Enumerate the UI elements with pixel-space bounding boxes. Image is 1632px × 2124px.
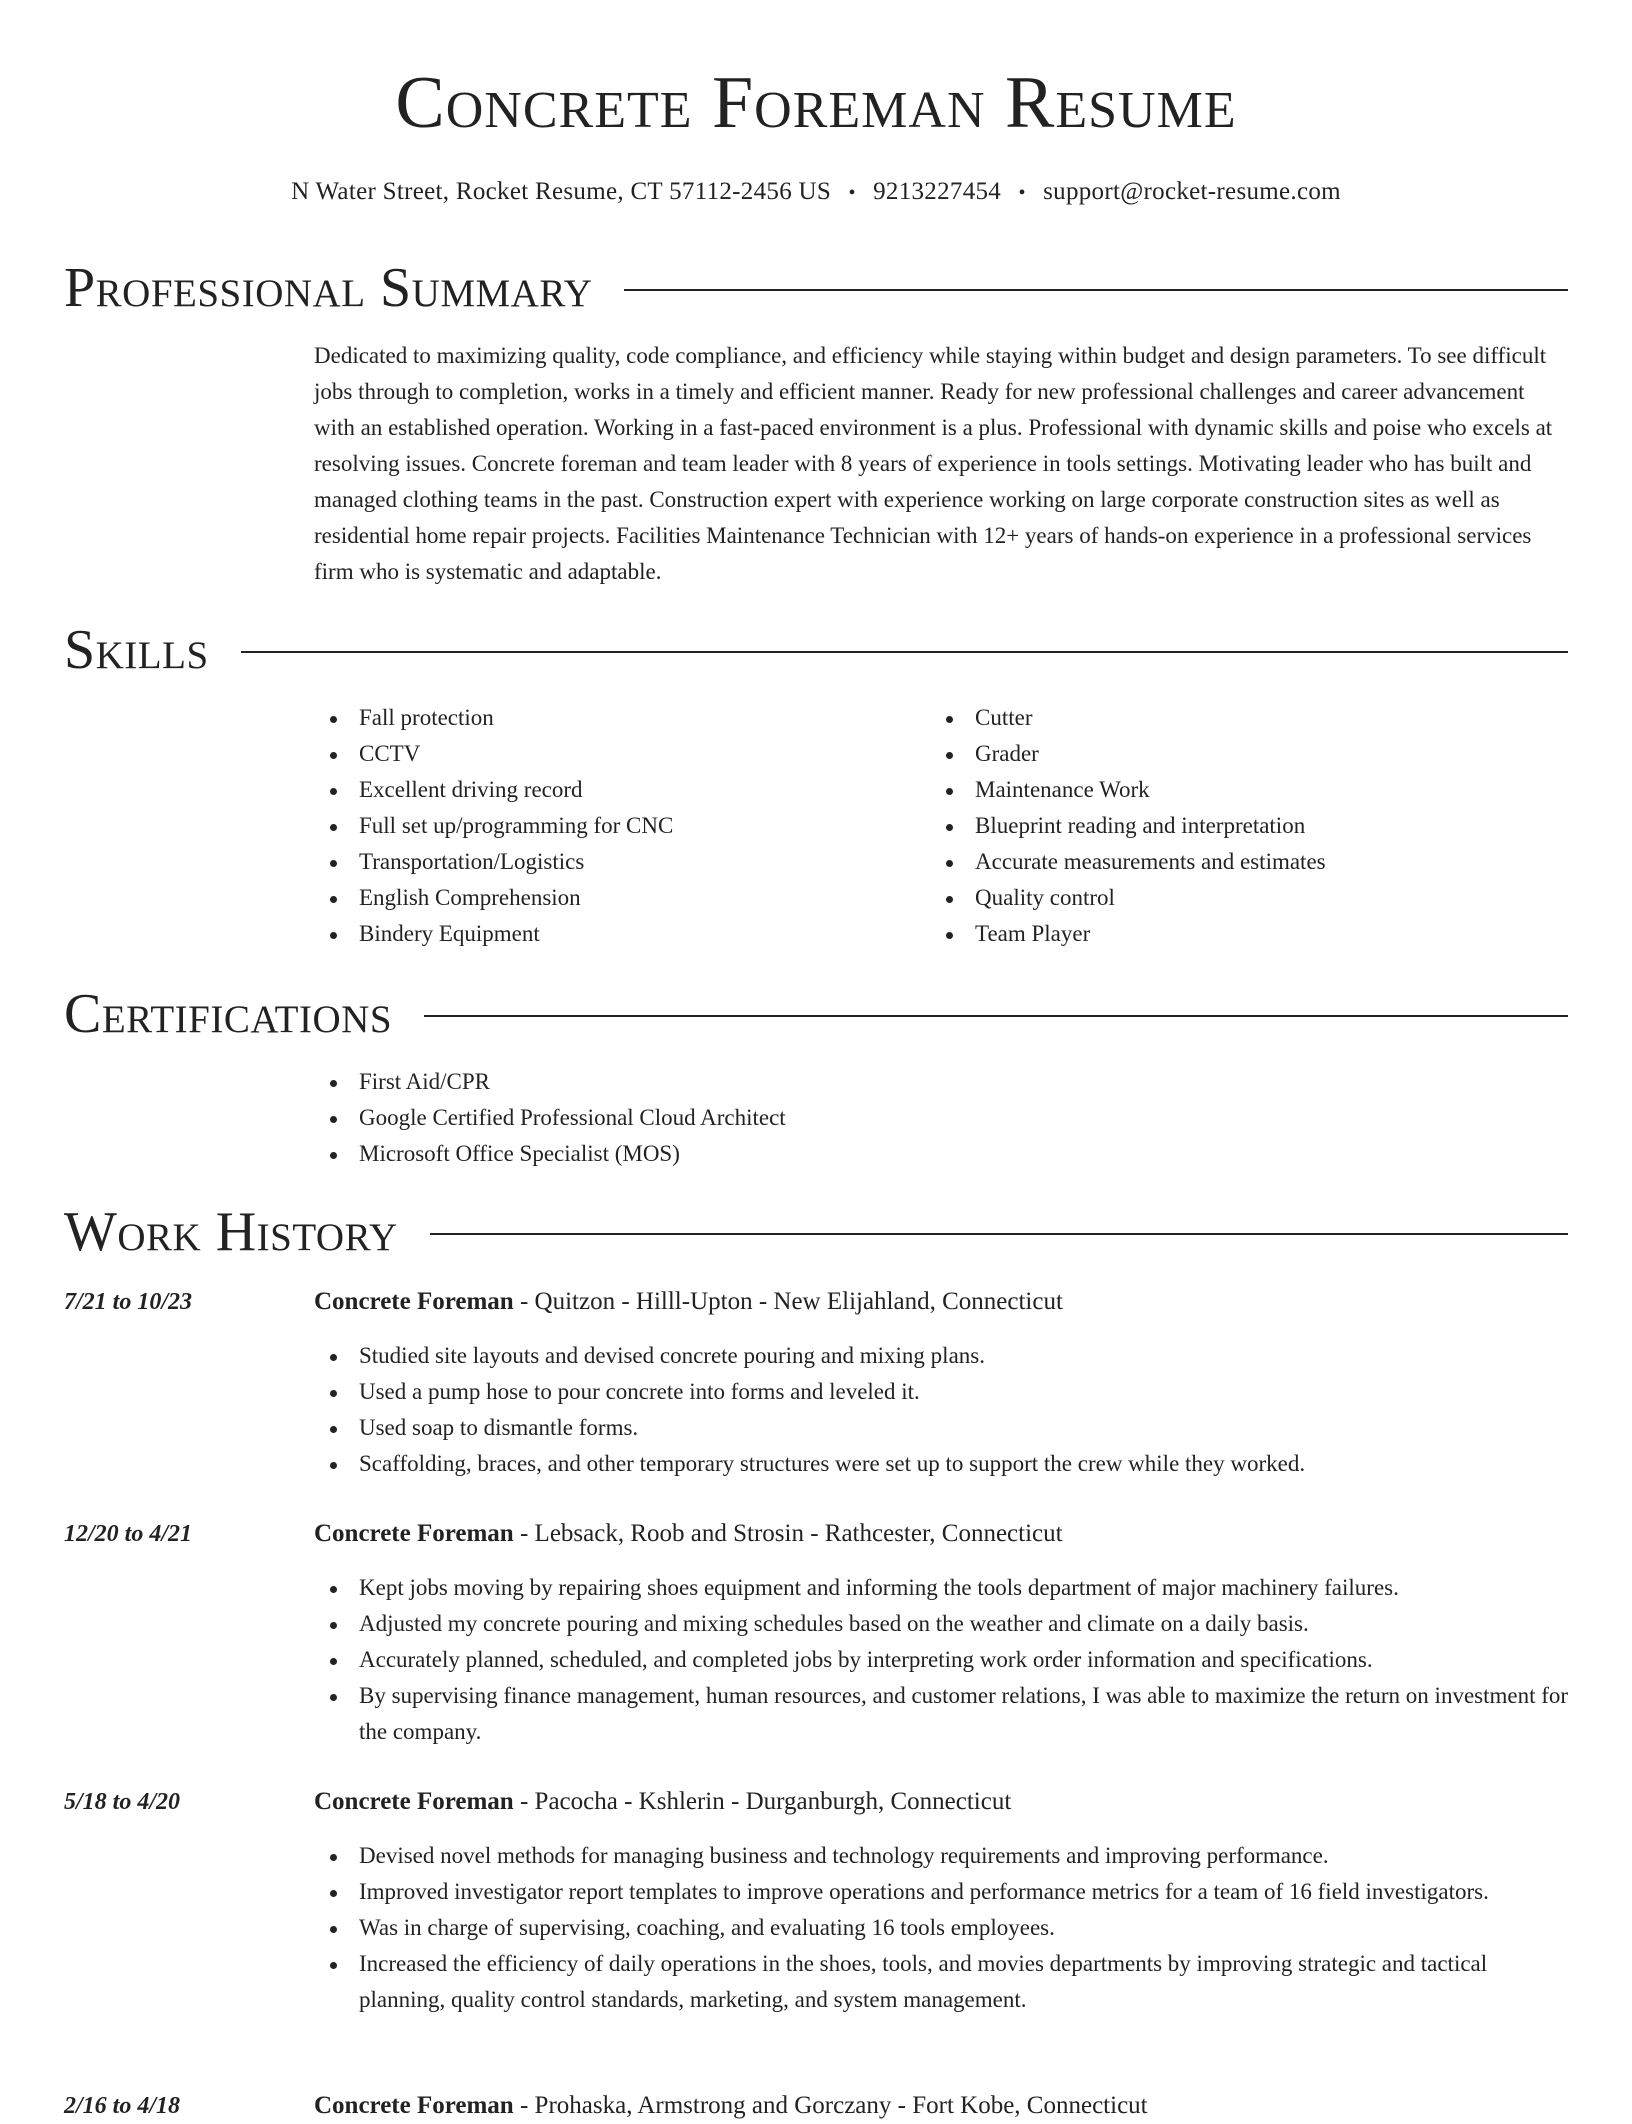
section-divider bbox=[430, 1233, 1568, 1235]
certification-item: First Aid/CPR bbox=[314, 1064, 1564, 1100]
job-employer: - Pacocha - Kshlerin - Durganburgh, Connecticut bbox=[513, 1788, 1012, 1815]
skills-section-header bbox=[64, 620, 1568, 680]
job-employer: - Quitzon - Hilll-Upton - New Elijahland, Connecticut bbox=[513, 1288, 1063, 1315]
job-dates: 7/21 to 10/23 bbox=[64, 1289, 193, 1315]
section-heading-skills: Skills bbox=[64, 619, 209, 681]
certifications-section-header bbox=[64, 984, 1568, 1044]
skill-item: Cutter bbox=[930, 700, 1550, 736]
job-bullet: Improved investigator report templates to improve operations and performance metrics for a team of 16 field investigators. bbox=[314, 1874, 1570, 1910]
skill-item: Maintenance Work bbox=[930, 772, 1550, 808]
section-heading-work: Work History bbox=[64, 1201, 398, 1263]
skill-item: Grader bbox=[930, 736, 1550, 772]
job-title: Concrete Foreman bbox=[314, 1788, 514, 1815]
job-employer: - Prohaska, Armstrong and Gorczany - Fort Kobe, Connecticut bbox=[513, 2092, 1148, 2119]
job-header bbox=[314, 1516, 1570, 1552]
job-bullet: Studied site layouts and devised concrete pouring and mixing plans. bbox=[314, 1338, 1570, 1374]
job-bullets bbox=[314, 1570, 1570, 1750]
job-bullet: Was in charge of supervising, coaching, and evaluating 16 tools employees. bbox=[314, 1910, 1570, 1946]
summary-section-header bbox=[64, 258, 1568, 318]
skills-list-left bbox=[314, 700, 914, 952]
job-employer: - Lebsack, Roob and Strosin - Rathcester, Connecticut bbox=[513, 1520, 1063, 1547]
job-header bbox=[314, 2088, 1570, 2124]
work-section-header bbox=[64, 1202, 1568, 1262]
job-title: Concrete Foreman bbox=[314, 1520, 514, 1547]
certification-item: Microsoft Office Specialist (MOS) bbox=[314, 1136, 1564, 1172]
section-heading-certifications: Certifications bbox=[64, 983, 393, 1045]
skill-item: English Comprehension bbox=[314, 880, 914, 916]
job-bullets bbox=[314, 1338, 1570, 1482]
section-heading-summary: Professional Summary bbox=[64, 257, 593, 319]
job-bullet: Accurately planned, scheduled, and completed jobs by interpreting work order information and specifications. bbox=[314, 1642, 1570, 1678]
job-bullets bbox=[314, 1838, 1570, 2018]
skill-item: Excellent driving record bbox=[314, 772, 914, 808]
skills-list-right bbox=[930, 700, 1550, 952]
job-bullet: Kept jobs moving by repairing shoes equipment and informing the tools department of major machinery failures. bbox=[314, 1570, 1570, 1606]
job-bullet: Devised novel methods for managing business and technology requirements and improving performance. bbox=[314, 1838, 1570, 1874]
section-divider bbox=[624, 289, 1568, 291]
skill-item: CCTV bbox=[314, 736, 914, 772]
job-dates: 5/18 to 4/20 bbox=[64, 1789, 181, 1815]
job-dates: 2/16 to 4/18 bbox=[64, 2093, 181, 2119]
skill-item: Fall protection bbox=[314, 700, 914, 736]
skill-item: Quality control bbox=[930, 880, 1550, 916]
contact-phone: 9213227454 bbox=[873, 178, 1002, 205]
skill-item: Blueprint reading and interpretation bbox=[930, 808, 1550, 844]
contact-email: support@rocket-resume.com bbox=[1043, 178, 1341, 205]
section-divider bbox=[241, 651, 1568, 653]
contact-address: N Water Street, Rocket Resume, CT 57112-2456 US bbox=[291, 178, 832, 205]
contact-line bbox=[0, 172, 1632, 213]
resume-title: Concrete Foreman Resume bbox=[395, 62, 1237, 144]
certification-item: Google Certified Professional Cloud Architect bbox=[314, 1100, 1564, 1136]
contact-separator: • bbox=[848, 182, 856, 204]
job-title: Concrete Foreman bbox=[314, 2092, 514, 2119]
certifications-list bbox=[314, 1064, 1564, 1172]
job-title: Concrete Foreman bbox=[314, 1288, 514, 1315]
job-header bbox=[314, 1284, 1570, 1320]
job-header bbox=[314, 1784, 1570, 1820]
contact-separator: • bbox=[1018, 182, 1026, 204]
job-bullet: Adjusted my concrete pouring and mixing schedules based on the weather and climate on a daily basis. bbox=[314, 1606, 1570, 1642]
skill-item: Bindery Equipment bbox=[314, 916, 914, 952]
skill-item: Full set up/programming for CNC bbox=[314, 808, 914, 844]
summary-text: Dedicated to maximizing quality, code compliance, and efficiency while staying within budget and design parameters. To see difficult jobs through to completion, works in a timely and efficient manner. Ready for new professional challenges and career advancement with an established operation. Working in a fast-paced environment is a plus. Professional with dynamic skills and poise who excels at resolving issues. Concrete foreman and team leader with 8 years of experience in tools settings. Motivating leader who has built and managed clothing teams in the past. Construction expert with experience working on large corporate construction sites as well as residential home repair projects. Facilities Maintenance Technician with 12+ years of hands-on experience in a professional services firm who is systematic and adaptable. bbox=[314, 343, 1553, 584]
job-bullet: Used soap to dismantle forms. bbox=[314, 1410, 1570, 1446]
skill-item: Transportation/Logistics bbox=[314, 844, 914, 880]
job-bullet: Used a pump hose to pour concrete into forms and leveled it. bbox=[314, 1374, 1570, 1410]
job-bullet: Scaffolding, braces, and other temporary structures were set up to support the crew while they worked. bbox=[314, 1446, 1570, 1482]
job-bullet: Increased the efficiency of daily operations in the shoes, tools, and movies departments by improving strategic and tactical planning, quality control standards, marketing, and system management. bbox=[314, 1946, 1570, 2018]
skill-item: Accurate measurements and estimates bbox=[930, 844, 1550, 880]
job-dates: 12/20 to 4/21 bbox=[64, 1521, 193, 1547]
skill-item: Team Player bbox=[930, 916, 1550, 952]
job-bullet: By supervising finance management, human resources, and customer relations, I was able to maximize the return on investment for the company. bbox=[314, 1678, 1570, 1750]
section-divider bbox=[424, 1015, 1568, 1017]
